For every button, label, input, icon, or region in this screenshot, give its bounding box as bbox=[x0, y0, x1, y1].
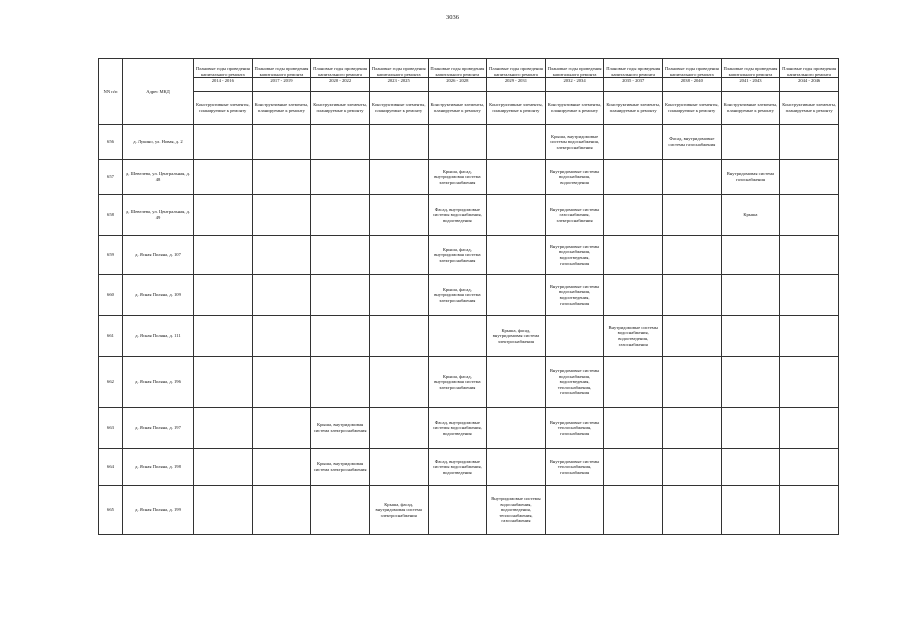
header-elements: Конструктивные элементы, планируемые к ремонту bbox=[780, 92, 839, 125]
row-address: д. Ясная Поляна, д. 111 bbox=[123, 316, 194, 357]
repair-elements-cell: Крыша, фасад, внутридомовая система электроснабжения bbox=[487, 316, 546, 357]
repair-elements-cell bbox=[311, 195, 370, 236]
repair-elements-cell bbox=[604, 486, 663, 535]
repair-elements-cell: Фасад, внутридомовые системы водоснабжения, водоотведения bbox=[428, 408, 487, 449]
row-number: 665 bbox=[99, 486, 123, 535]
repair-elements-cell: Внутридомовые системы теплоснабжения, газоснабжения bbox=[545, 449, 604, 486]
row-number: 663 bbox=[99, 408, 123, 449]
table-row bbox=[99, 357, 839, 408]
repair-elements-cell bbox=[604, 275, 663, 316]
repair-elements-cell bbox=[369, 195, 428, 236]
header-period: Плановые годы проведения капитального ремонта 2026 - 2028 bbox=[428, 59, 487, 92]
repair-elements-cell bbox=[545, 316, 604, 357]
repair-elements-cell bbox=[663, 316, 722, 357]
header-elements: Конструктивные элементы, планируемые к ремонту bbox=[663, 92, 722, 125]
repair-elements-cell bbox=[721, 449, 780, 486]
repair-elements-cell bbox=[311, 316, 370, 357]
repair-elements-cell: Фасад, внутридомовые системы газоснабжения bbox=[663, 125, 722, 160]
repair-elements-cell: Крыша, внутридомовые системы водоснабжения, электроснабжения bbox=[545, 125, 604, 160]
repair-elements-cell bbox=[252, 486, 311, 535]
header-period: Плановые годы проведения капитального ремонта 2038 - 2040 bbox=[663, 59, 722, 92]
repair-elements-cell bbox=[604, 357, 663, 408]
repair-elements-cell bbox=[428, 486, 487, 535]
repair-elements-cell bbox=[428, 316, 487, 357]
row-address: д. Шевелева, ул. Центральная, д. 48 bbox=[123, 160, 194, 195]
repair-elements-cell bbox=[194, 275, 253, 316]
repair-elements-cell bbox=[194, 160, 253, 195]
repair-elements-cell bbox=[663, 236, 722, 275]
repair-elements-cell bbox=[252, 357, 311, 408]
repair-elements-cell bbox=[252, 316, 311, 357]
repair-elements-cell bbox=[663, 275, 722, 316]
repair-elements-cell bbox=[663, 408, 722, 449]
repair-elements-cell bbox=[663, 449, 722, 486]
table-body bbox=[99, 125, 839, 535]
repair-elements-cell bbox=[369, 275, 428, 316]
repair-elements-cell bbox=[194, 316, 253, 357]
repair-elements-cell bbox=[780, 316, 839, 357]
header-elements: Конструктивные элементы, планируемые к ремонту bbox=[194, 92, 253, 125]
repair-elements-cell bbox=[194, 236, 253, 275]
repair-elements-cell: Внутридомовые системы водоснабжения, водоотведения bbox=[545, 160, 604, 195]
repair-elements-cell: Внутридомовые системы теплоснабжения, газоснабжения bbox=[545, 408, 604, 449]
repair-elements-cell bbox=[487, 236, 546, 275]
repair-elements-cell bbox=[780, 275, 839, 316]
table-row bbox=[99, 160, 839, 195]
row-number: 656 bbox=[99, 125, 123, 160]
header-num: NN п/п bbox=[99, 59, 123, 125]
repair-elements-cell bbox=[721, 236, 780, 275]
repair-elements-cell: Внутридомовые системы газоснабжения, электроснабжения bbox=[545, 195, 604, 236]
repair-elements-cell bbox=[487, 357, 546, 408]
repair-elements-cell: Крыша, фасад, внутридомовая система электроснабжения bbox=[428, 275, 487, 316]
header-elements: Конструктивные элементы, планируемые к ремонту bbox=[721, 92, 780, 125]
row-address: д. Ясная Поляна, д. 107 bbox=[123, 236, 194, 275]
header-period: Плановые годы проведения капитального ремонта 2044 - 2046 bbox=[780, 59, 839, 92]
row-number: 664 bbox=[99, 449, 123, 486]
repair-elements-cell: Внутридомовые системы водоснабжения, водоотведения, газоснабжения bbox=[604, 316, 663, 357]
header-elements: Конструктивные элементы, планируемые к ремонту bbox=[311, 92, 370, 125]
row-number: 657 bbox=[99, 160, 123, 195]
repair-elements-cell: Фасад, внутридомовые системы водоснабжения, водоотведения bbox=[428, 449, 487, 486]
repair-elements-cell bbox=[780, 125, 839, 160]
repair-elements-cell: Фасад, внутридомовые системы водоснабжения, водоотведения bbox=[428, 195, 487, 236]
repair-elements-cell bbox=[194, 195, 253, 236]
repair-elements-cell bbox=[311, 357, 370, 408]
header-period: Плановые годы проведения капитального ремонта 2014 - 2016 bbox=[194, 59, 253, 92]
repair-elements-cell bbox=[311, 125, 370, 160]
row-address: д. Шевелева, ул. Центральная, д. 49 bbox=[123, 195, 194, 236]
repair-elements-cell bbox=[369, 316, 428, 357]
repair-elements-cell bbox=[311, 236, 370, 275]
repair-elements-cell bbox=[604, 236, 663, 275]
capital-repair-table bbox=[98, 58, 839, 535]
repair-elements-cell bbox=[663, 160, 722, 195]
repair-elements-cell bbox=[487, 408, 546, 449]
header-row-periods bbox=[99, 59, 839, 92]
repair-elements-cell bbox=[311, 486, 370, 535]
row-address: д. Ясная Поляна, д. 199 bbox=[123, 486, 194, 535]
repair-elements-cell bbox=[604, 125, 663, 160]
header-elements: Конструктивные элементы, планируемые к ремонту bbox=[487, 92, 546, 125]
repair-elements-cell bbox=[311, 160, 370, 195]
repair-elements-cell bbox=[428, 125, 487, 160]
repair-elements-cell: Крыша, внутридомовая система электроснабжения bbox=[311, 408, 370, 449]
table-row bbox=[99, 125, 839, 160]
header-period: Плановые годы проведения капитального ремонта 2041 - 2043 bbox=[721, 59, 780, 92]
repair-elements-cell bbox=[194, 357, 253, 408]
repair-elements-cell bbox=[663, 195, 722, 236]
repair-elements-cell bbox=[487, 160, 546, 195]
table-row bbox=[99, 195, 839, 236]
repair-elements-cell: Внутридомовые системы водоснабжения, водоотведения, газоснабжения bbox=[545, 275, 604, 316]
repair-elements-cell bbox=[487, 125, 546, 160]
repair-elements-cell bbox=[252, 125, 311, 160]
repair-elements-cell: Крыша bbox=[721, 195, 780, 236]
repair-elements-cell bbox=[780, 236, 839, 275]
repair-elements-cell bbox=[487, 195, 546, 236]
repair-elements-cell bbox=[780, 449, 839, 486]
repair-elements-cell bbox=[252, 449, 311, 486]
repair-elements-cell bbox=[369, 357, 428, 408]
row-address: д. Ясная Поляна, д. 109 bbox=[123, 275, 194, 316]
repair-elements-cell bbox=[369, 449, 428, 486]
repair-elements-cell: Внутридомовые системы водоснабжения, водоотведения, теплоснабжения, газоснабжения bbox=[545, 357, 604, 408]
header-period: Плановые годы проведения капитального ремонта 2017 - 2019 bbox=[252, 59, 311, 92]
repair-elements-cell bbox=[194, 408, 253, 449]
repair-elements-cell bbox=[721, 316, 780, 357]
repair-elements-cell bbox=[487, 449, 546, 486]
repair-elements-cell bbox=[369, 408, 428, 449]
row-number: 661 bbox=[99, 316, 123, 357]
row-address: д. Лукино, ул. Новая, д. 2 bbox=[123, 125, 194, 160]
repair-elements-cell bbox=[721, 275, 780, 316]
repair-elements-cell bbox=[369, 125, 428, 160]
repair-elements-cell bbox=[194, 125, 253, 160]
table-row bbox=[99, 449, 839, 486]
repair-elements-cell bbox=[604, 195, 663, 236]
row-address: д. Ясная Поляна, д. 198 bbox=[123, 449, 194, 486]
repair-elements-cell: Внутридомовые системы водоснабжения, водоотведения, газоснабжения bbox=[545, 236, 604, 275]
repair-elements-cell bbox=[721, 486, 780, 535]
repair-elements-cell bbox=[311, 275, 370, 316]
repair-elements-cell bbox=[252, 408, 311, 449]
table-row bbox=[99, 316, 839, 357]
repair-elements-cell: Крыша, внутридомовая система электроснабжения bbox=[311, 449, 370, 486]
repair-elements-cell bbox=[604, 408, 663, 449]
header-row-elements bbox=[99, 92, 839, 125]
header-period: Плановые годы проведения капитального ремонта 2020 - 2022 bbox=[311, 59, 370, 92]
repair-elements-cell bbox=[194, 449, 253, 486]
repair-elements-cell: Внутридомовая система газоснабжения bbox=[721, 160, 780, 195]
repair-elements-cell bbox=[252, 195, 311, 236]
repair-elements-cell: Крыша, фасад, внутридомовая система электроснабжения bbox=[428, 160, 487, 195]
table-row bbox=[99, 236, 839, 275]
header-elements: Конструктивные элементы, планируемые к ремонту bbox=[604, 92, 663, 125]
header-elements: Конструктивные элементы, планируемые к ремонту bbox=[545, 92, 604, 125]
row-number: 660 bbox=[99, 275, 123, 316]
header-address: Адрес МКД bbox=[123, 59, 194, 125]
repair-elements-cell bbox=[663, 357, 722, 408]
table-row bbox=[99, 408, 839, 449]
table-row bbox=[99, 275, 839, 316]
row-number: 659 bbox=[99, 236, 123, 275]
row-address: д. Ясная Поляна, д. 196 bbox=[123, 357, 194, 408]
header-period: Плановые годы проведения капитального ремонта 2032 - 2034 bbox=[545, 59, 604, 92]
repair-elements-cell bbox=[604, 160, 663, 195]
header-period: Плановые годы проведения капитального ремонта 2035 - 2037 bbox=[604, 59, 663, 92]
repair-elements-cell bbox=[721, 408, 780, 449]
repair-elements-cell: Крыша, фасад, внутридомовая система электроснабжения bbox=[369, 486, 428, 535]
repair-elements-cell bbox=[780, 408, 839, 449]
header-elements: Конструктивные элементы, планируемые к ремонту bbox=[252, 92, 311, 125]
page-number: 3036 bbox=[446, 14, 459, 21]
repair-elements-cell bbox=[369, 160, 428, 195]
header-elements: Конструктивные элементы, планируемые к ремонту bbox=[369, 92, 428, 125]
repair-elements-cell: Крыша, фасад, внутридомовая система электроснабжения bbox=[428, 236, 487, 275]
repair-elements-cell bbox=[663, 486, 722, 535]
repair-elements-cell bbox=[780, 195, 839, 236]
header-elements: Конструктивные элементы, планируемые к ремонту bbox=[428, 92, 487, 125]
repair-elements-cell bbox=[604, 449, 663, 486]
repair-elements-cell bbox=[369, 236, 428, 275]
row-number: 662 bbox=[99, 357, 123, 408]
repair-elements-cell bbox=[252, 160, 311, 195]
repair-elements-cell bbox=[780, 486, 839, 535]
repair-elements-cell bbox=[487, 275, 546, 316]
repair-elements-cell bbox=[721, 125, 780, 160]
table-row bbox=[99, 486, 839, 535]
repair-elements-cell bbox=[780, 160, 839, 195]
row-address: д. Ясная Поляна, д. 197 bbox=[123, 408, 194, 449]
repair-elements-cell: Крыша, фасад, внутридомовая система электроснабжения bbox=[428, 357, 487, 408]
header-period: Плановые годы проведения капитального ремонта 2023 - 2025 bbox=[369, 59, 428, 92]
repair-elements-cell bbox=[780, 357, 839, 408]
repair-elements-cell bbox=[194, 486, 253, 535]
repair-elements-cell bbox=[252, 236, 311, 275]
repair-elements-cell: Внутридомовые системы водоснабжения, водоотведения, теплоснабжения, газоснабжения bbox=[487, 486, 546, 535]
header-period: Плановые годы проведения капитального ремонта 2029 - 2031 bbox=[487, 59, 546, 92]
repair-elements-cell bbox=[721, 357, 780, 408]
row-number: 658 bbox=[99, 195, 123, 236]
repair-elements-cell bbox=[252, 275, 311, 316]
repair-elements-cell bbox=[545, 486, 604, 535]
